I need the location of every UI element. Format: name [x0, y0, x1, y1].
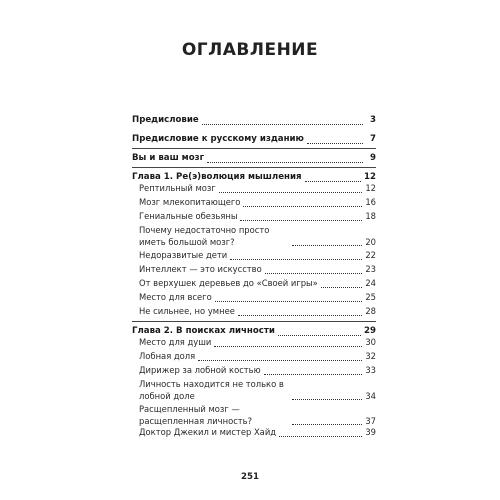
- toc-entry-text: Вы и ваш мозг: [132, 153, 205, 163]
- toc-entry-preface-russian[interactable]: [132, 134, 376, 146]
- toc-entry-personality-not-only[interactable]: [139, 379, 376, 402]
- toc-entry-genius-apes[interactable]: [139, 211, 376, 223]
- dot-leader: [207, 161, 363, 163]
- toc-entry-split-brain[interactable]: [139, 404, 376, 427]
- toc-entry-text: Недоразвитые дети: [139, 250, 228, 260]
- dot-leader: [307, 142, 363, 144]
- toc-entry-page: 30: [365, 337, 376, 347]
- dot-leader: [265, 272, 363, 274]
- dot-leader: [240, 219, 362, 221]
- toc-entry-page: 22: [365, 250, 376, 260]
- toc-entry-text: Место для всего: [139, 292, 212, 302]
- toc-entry-you-and-brain[interactable]: [132, 153, 376, 165]
- toc-entry-page: 39: [365, 427, 376, 437]
- toc-entry-page: 9: [370, 153, 376, 163]
- dot-leader: [292, 423, 362, 425]
- toc-entry-text: Доктор Джекил и мистер Хайд: [139, 427, 277, 437]
- toc-entry-page: 25: [365, 292, 376, 302]
- toc-entry-text: Рептильный мозг: [139, 183, 216, 193]
- page-title: ОГЛАВЛЕНИЕ: [181, 40, 319, 60]
- toc-entry-underdeveloped-children[interactable]: [139, 250, 376, 262]
- toc-entry-page: 20: [365, 236, 376, 247]
- toc-entry-text: Расщепленный мозг — расщепленная личность?: [139, 404, 253, 426]
- toc-entry-page: 28: [365, 306, 376, 316]
- toc-entry-place-for-everything[interactable]: [139, 292, 376, 304]
- toc-entry-page: 34: [365, 390, 376, 401]
- page-number: 251: [241, 472, 259, 482]
- toc-entry-page: 12: [365, 183, 376, 193]
- dot-leader: [292, 244, 362, 246]
- toc-entry-page: 3: [370, 115, 376, 125]
- toc-entry-chapter-2[interactable]: [132, 326, 376, 338]
- section-divider: [132, 321, 376, 322]
- toc-entry-preface[interactable]: [132, 115, 376, 127]
- dot-leader: [279, 435, 362, 437]
- toc-entry-reptile-brain[interactable]: [139, 183, 376, 195]
- dot-leader: [202, 123, 363, 125]
- toc-entry-text: Не сильнее, но умнее: [139, 306, 235, 316]
- toc-entry-page: 12: [364, 172, 376, 182]
- toc-entry-text: Почему недостаточно просто иметь большой мозг?: [139, 225, 270, 247]
- dot-leader: [292, 398, 362, 400]
- toc-entry-page: 37: [365, 415, 376, 426]
- dot-leader: [198, 359, 362, 361]
- toc-entry-intellect-art[interactable]: [139, 264, 376, 276]
- toc-entry-jekyll-hyde[interactable]: [139, 427, 376, 439]
- toc-entry-page: 29: [364, 326, 376, 336]
- toc-entry-treetops[interactable]: [139, 278, 376, 290]
- toc-entry-page: 32: [365, 351, 376, 361]
- toc-entry-page: 16: [365, 197, 376, 207]
- toc-entry-not-stronger[interactable]: [139, 306, 376, 318]
- toc-entry-text: Глава 1. Ре(э)волюция мышления: [132, 172, 302, 182]
- dot-leader: [321, 286, 363, 288]
- toc-entry-text: Личность находится не только в лобной доле: [139, 379, 284, 401]
- toc-entry-place-for-soul[interactable]: [139, 337, 376, 349]
- toc-entry-text: Мозг млекопитающего: [139, 197, 241, 207]
- toc-entry-page: 23: [365, 264, 376, 274]
- dot-leader: [215, 300, 363, 302]
- toc-entry-text: Место для души: [139, 337, 212, 347]
- section-divider: [132, 167, 376, 168]
- toc-entry-page: 33: [365, 365, 376, 375]
- section-divider: [132, 148, 376, 149]
- toc-entry-page: 24: [365, 278, 376, 288]
- toc-entry-mammal-brain[interactable]: [139, 197, 376, 209]
- toc-entry-text: Гениальные обезьяны: [139, 211, 238, 221]
- toc-entry-chapter-1[interactable]: [132, 172, 376, 184]
- toc-entry-text: Предисловие: [132, 115, 199, 125]
- dot-leader: [219, 191, 363, 193]
- dot-leader: [305, 180, 362, 182]
- dot-leader: [214, 345, 362, 347]
- dot-leader: [278, 334, 361, 336]
- toc-entry-text: От верхушек деревьев до «Своей игры»: [139, 278, 318, 288]
- dot-leader: [264, 373, 363, 375]
- dot-leader: [243, 205, 362, 207]
- toc-entry-conductor[interactable]: [139, 365, 376, 377]
- toc-entry-big-brain[interactable]: [139, 225, 376, 248]
- toc-entry-text: Глава 2. В поисках личности: [132, 326, 275, 336]
- toc-entry-text: Предисловие к русскому изданию: [132, 134, 304, 144]
- toc-entry-text: Интеллект — это искусство: [139, 264, 262, 274]
- toc-entry-frontal-lobe[interactable]: [139, 351, 376, 363]
- dot-leader: [238, 314, 362, 316]
- toc-entry-page: 7: [370, 134, 376, 144]
- toc-entry-page: 18: [365, 211, 376, 221]
- toc-entry-text: Лобная доля: [139, 351, 196, 361]
- dot-leader: [230, 258, 362, 260]
- toc-entry-text: Дирижер за лобной костью: [139, 365, 261, 375]
